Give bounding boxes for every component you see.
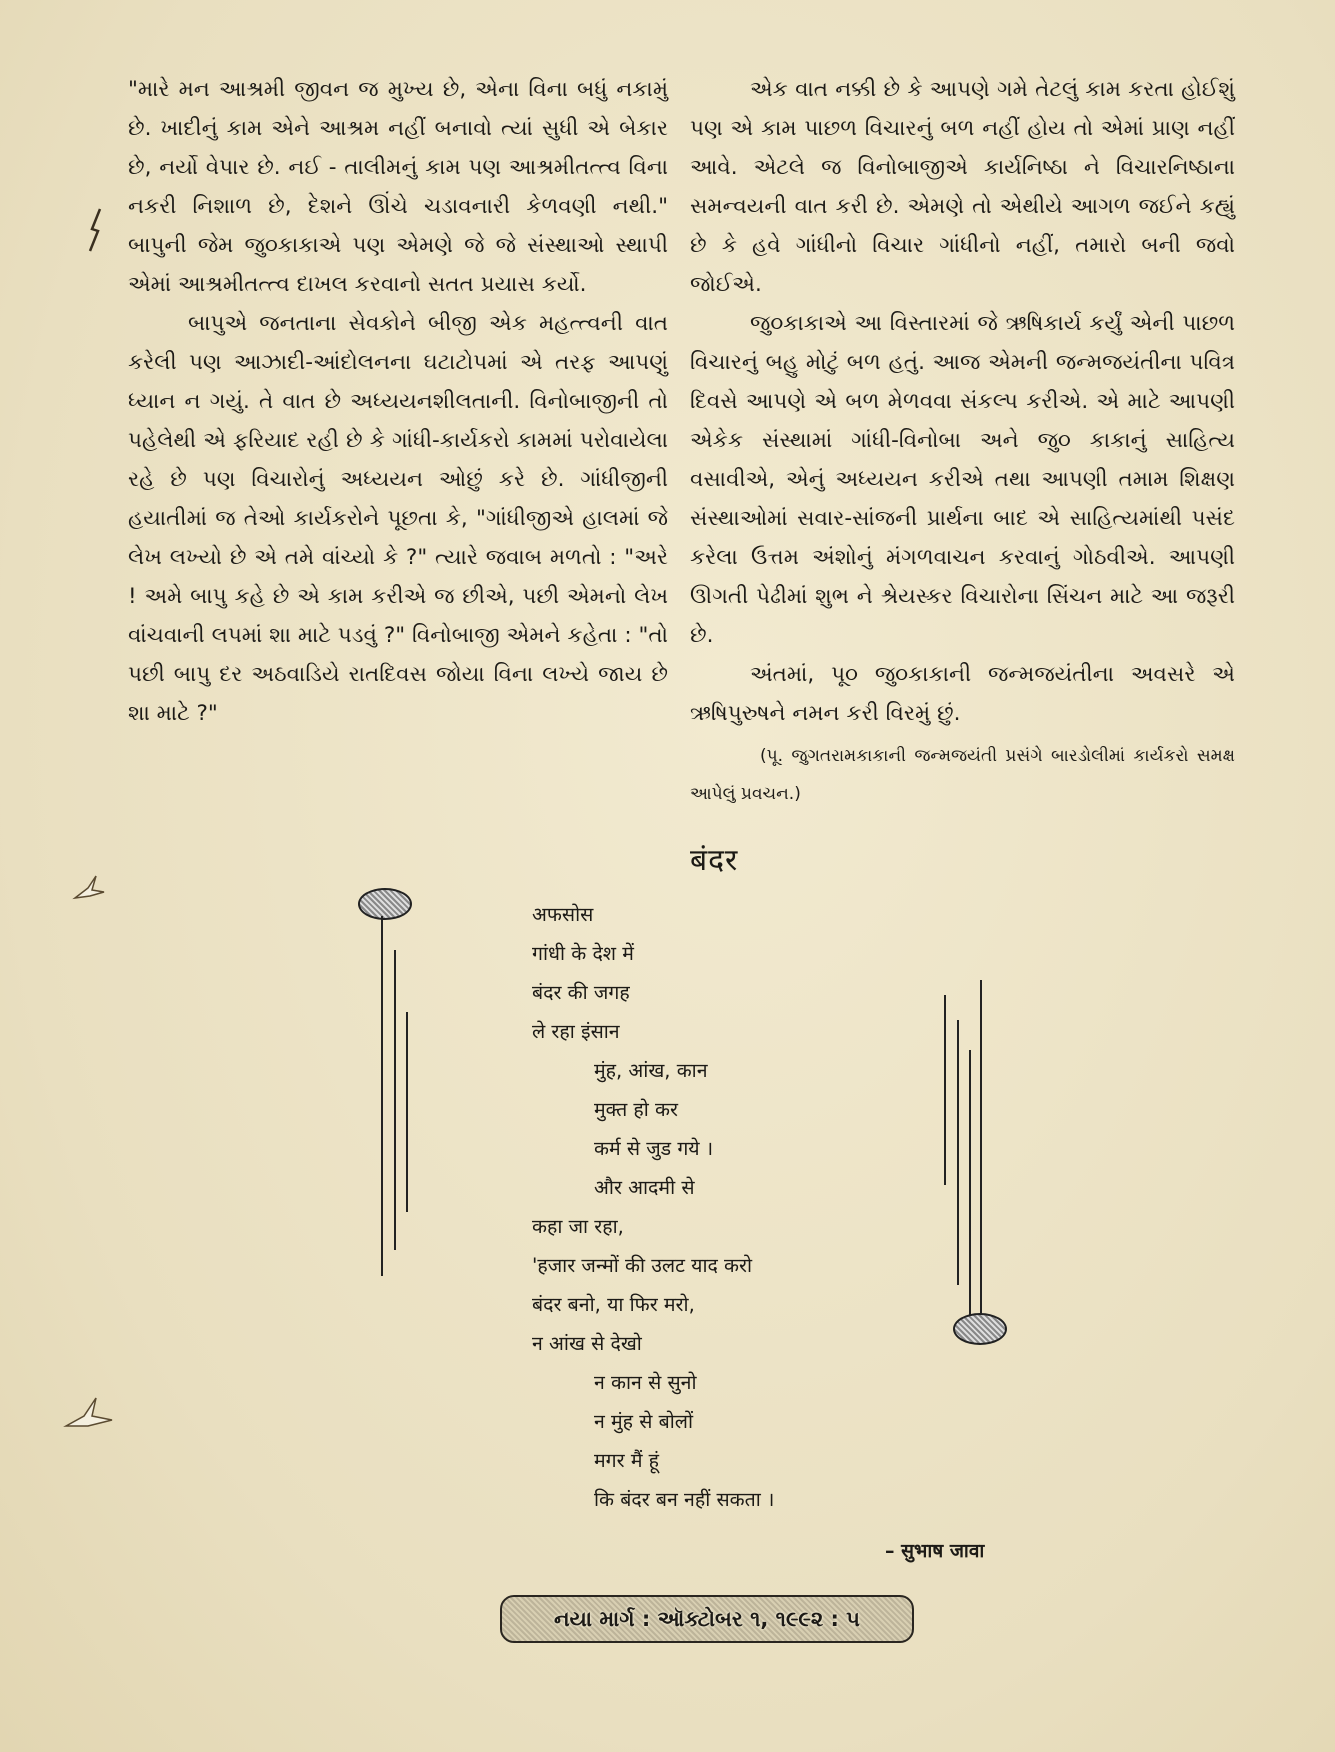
left-paragraph-1: "મારે મન આશ્રમી જીવન જ મુખ્ય છે, એના વિના બધું નકામું છે. ખાદીનું કામ એને આશ્રમ નહીં બનાવો ત્યાં સુધી એ બેકાર છે, નર્યો વેપાર છે. નઈ - તાલીમનું કામ પણ આશ્રમીતત્ત્વ વિના નકરી નિશાળ છે, દેશને ઊંચે ચડાવનારી કેળવણી નથી." બાપુની જેમ જુ૦કાકાએ પણ એમણે જે જે સંસ્થાઓ સ્થાપી એમાં આશ્રમીતત્ત્વ દાખલ કરવાનો સતત પ્રયાસ કર્યો. (128, 77, 668, 297)
poem-line: ले रहा इंसान (532, 1020, 620, 1043)
pin-line-decoration (944, 995, 946, 1185)
footer-label: નયા માર્ગ : ઑક્ટોબર ૧, ૧૯૯૨ : ૫ (554, 1606, 860, 1631)
poem-author: – सुभाष जावा (885, 1540, 985, 1562)
left-column (128, 70, 668, 733)
paper-tear-mark (82, 205, 112, 255)
paper-tear-mark (62, 1392, 117, 1437)
poem-line: कहा जा रहा, (532, 1215, 624, 1238)
poem-line: मगर मैं हूं (594, 1449, 660, 1472)
poem-line: न मुंह से बोलों (594, 1410, 694, 1433)
pin-line-decoration (394, 950, 396, 1250)
right-paragraph-3: અંતમાં, પૂ૦ જુ૦કાકાની જન્મજયંતીના અવસરે એ ઋષિપુરુષને નમન કરી વિરમું છું. (690, 662, 1235, 726)
speech-note: (પૂ. જુગતરામકાકાની જન્મજયંતી પ્રસંગે બારડોલીમાં કાર્યકરો સમક્ષ આપેલું પ્રવચન.) (690, 746, 1235, 804)
pin-line-decoration (381, 916, 383, 1276)
left-paragraph-2: બાપુએ જનતાના સેવકોને બીજી એક મહત્ત્વની વાત કરેલી પણ આઝાદી-આંદોલનના ઘટાટોપમાં એ તરફ આપણું ધ્યાન ન ગયું. તે વાત છે અધ્યયનશીલતાની. વિનોબાજીની તો પહેલેથી એ ફરિયાદ રહી છે કે ગાંધી-કાર્યકરો કામમાં પરોવાયેલા રહે છે પણ વિચારોનું અધ્યયન ઓછું કરે છે. ગાંધીજીની હયાતીમાં જ તેઓ કાર્યકરોને પૂછતા કે, "ગાંધીજીએ હાલમાં જે લેખ લખ્યો છે એ તમે વાંચ્યો કે ?" ત્યારે જવાબ મળતો : "અરે ! અમે બાપુ કહે છે એ કામ કરીએ જ છીએ, પછી એમનો લેખ વાંચવાની લપમાં શા માટે પડવું ?" વિનોબાજી એમને કહેતા : "તો પછી બાપુ દર અઠવાડિયે રાતદિવસ જોયા વિના લખ્યે જાય છે શા માટે ?" (128, 311, 668, 726)
poem-line: कर्म से जुड गये । (594, 1137, 714, 1160)
poem-line: बंदर की जगह (532, 981, 630, 1004)
pin-head-icon (953, 1313, 1007, 1345)
right-column (690, 70, 1235, 813)
right-paragraph-2: જુ૦કાકાએ આ વિસ્તારમાં જે ઋષિકાર્ય કર્યું એની પાછળ વિચારનું બહુ મોટું બળ હતું. આજ એમની જન્મજયંતીના પવિત્ર દિવસે આપણે એ બળ મેળવવા સંકલ્પ કરીએ. એ માટે આપણી એકેક સંસ્થામાં ગાંધી-વિનોબા અને જુ૦ કાકાનું સાહિત્ય વસાવીએ, એનું અધ્યયન કરીએ તથા આપણી તમામ શિક્ષણ સંસ્થાઓમાં સવાર-સાંજની પ્રાર્થના બાદ એ સાહિત્યમાંથી પસંદ કરેલા ઉત્તમ અંશોનું મંગળવાચન કરવાનું ગોઠવીએ. આપણી ઊગતી પેઢીમાં શુભ ને શ્રેયસ્કર વિચારોના સિંચન માટે આ જરૂરી છે. (690, 311, 1235, 648)
poem-line: न आंख से देखो (532, 1332, 642, 1355)
poem-line: अफसोस (532, 903, 594, 926)
poem-line: गांधी के देश में (532, 942, 634, 965)
poem-line: 'हजार जन्मों की उलट याद करो (532, 1254, 753, 1277)
footer-banner (500, 1595, 914, 1643)
poem-body (532, 895, 774, 1519)
poem-line: कि बंदर बन नहीं सकता । (594, 1488, 775, 1511)
paper-tear-mark (70, 870, 110, 910)
pin-line-decoration (406, 1012, 408, 1212)
poem-line: न कान से सुनो (594, 1371, 697, 1394)
poem-title: बंदर (690, 843, 739, 878)
pin-line-decoration (957, 1020, 959, 1285)
pin-line-decoration (969, 1050, 971, 1320)
poem-line: और आदमी से (594, 1176, 695, 1199)
pin-line-decoration (980, 980, 982, 1315)
poem-line: मुक्त हो कर (594, 1098, 678, 1121)
poem-line: बंदर बनो, या फिर मरो, (532, 1293, 695, 1316)
pin-head-icon (358, 888, 412, 920)
right-paragraph-1: એક વાત નક્કી છે કે આપણે ગમે તેટલું કામ કરતા હોઈશું પણ એ કામ પાછળ વિચારનું બળ નહીં હોય તો એમાં પ્રાણ નહીં આવે. એટલે જ વિનોબાજીએ કાર્યનિષ્ઠા ને વિચારનિષ્ઠાના સમન્વયની વાત કરી છે. એમણે તો એથીયે આગળ જઈને કહ્યું છે કે હવે ગાંધીનો વિચાર ગાંધીનો નહીં, તમારો બની જવો જોઈએ. (690, 77, 1235, 297)
poem-line: मुंह, आंख, कान (594, 1059, 708, 1082)
